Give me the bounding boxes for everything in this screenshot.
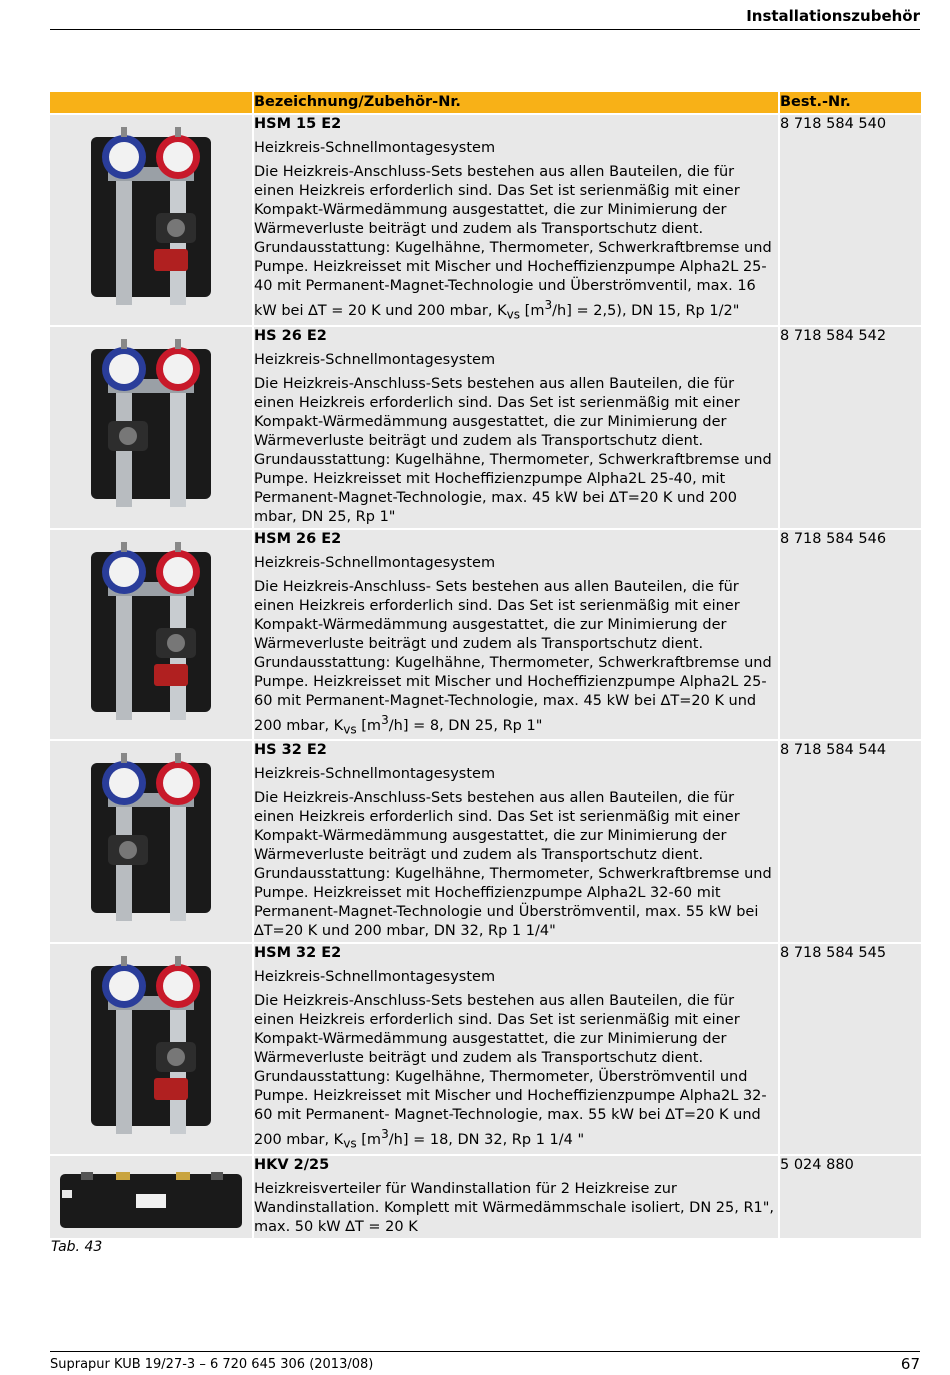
order-number: 8 718 584 540: [779, 114, 921, 326]
product-description-cell: [253, 1155, 779, 1238]
subscript: vs: [506, 307, 521, 322]
description-tail: /h] = 18, DN 32, Rp 1 1/4 ": [388, 1132, 585, 1149]
product-description: Die Heizkreis-Anschluss-Sets bestehen aus allen Bauteilen, die für einen Heizkreis erforderlich sind. Das Set ist serienmäßig mit einer Kompakt-Wärmedämmung ausgestattet, die zur Minimierung der Wärmeverluste beiträgt und zudem als Transportschutz dient. Grundausstattung: Kugelhähne, Thermometer, Schwerkraftbremse und Pumpe. Heizkreisset mit Hocheffizienzpumpe Alpha2L 25-40, mit Permanent-Magnet-Technologie, max. 45 kW bei ∆T=20 K und 200 mbar, DN 25, Rp 1": [254, 375, 772, 525]
product-image-cell: [50, 114, 253, 326]
description-tail: [m: [356, 1132, 382, 1149]
header-designation: Bezeichnung/Zubehör-Nr.: [253, 92, 779, 114]
order-number: 5 024 880: [779, 1155, 921, 1238]
order-number: 8 718 584 546: [779, 529, 921, 741]
product-description: Die Heizkreis-Anschluss-Sets bestehen aus allen Bauteilen, die für einen Heizkreis erforderlich sind. Das Set ist serienmäßig mit einer Kompakt-Wärmedämmung ausgestattet, die zur Minimierung der Wärmeverluste beiträgt und zudem als Transportschutz dient. Grundausstattung: Kugelhähne, Thermometer, Schwerkraftbremse und Pumpe. Heizkreisset mit Hocheffizienzpumpe Alpha2L 32-60 mit Permanent-Magnet-Technologie und Überströmventil, max. 55 kW bei ∆T=20 K und 200 mbar, DN 32, Rp 1 1/4": [254, 790, 772, 940]
product-name: HKV 2/25: [254, 1157, 330, 1174]
subscript: vs: [343, 1137, 357, 1152]
distributor-image: [56, 1164, 246, 1234]
pump-station-image: [86, 125, 216, 315]
pump-station-image: [86, 751, 216, 926]
table-row: [50, 114, 921, 326]
description-text: Die Heizkreis-Anschluss-Sets bestehen aus allen Bauteilen, die für einen Heizkreis erforderlich sind. Das Set ist serienmäßig mit einer Kompakt-Wärmedämmung ausgestattet, die zur Minimierung der Wärmeverluste beiträgt und zudem als Transportschutz dient. Grundausstattung: Kugelhähne, Thermometer, Schwerkraftbremse und Pumpe. Heizkreisset mit Mischer und Hocheffizienzpumpe Alpha2L 25-40 mit Permanent-Magnet-Technologie und Überströmventil, max. 16 kW bei ∆T = 20 K und 200 mbar, K: [254, 164, 772, 319]
table-caption: Tab. 43: [51, 1239, 103, 1255]
product-description-cell: [253, 326, 779, 529]
product-description: [254, 992, 778, 1154]
product-description: [254, 578, 778, 740]
order-number: 8 718 584 542: [779, 326, 921, 529]
product-subtitle: Heizkreis-Schnellmontagesystem: [254, 554, 496, 571]
product-subtitle: Heizkreis-Schnellmontagesystem: [254, 351, 496, 368]
footer-document-id: Suprapur KUB 19/27-3 – 6 720 645 306 (2013/08): [50, 1357, 374, 1372]
accessories-table: [50, 92, 921, 1238]
product-image-cell: [50, 740, 253, 943]
superscript: 3: [381, 712, 389, 727]
description-text: Die Heizkreis-Anschluss-Sets bestehen aus allen Bauteilen, die für einen Heizkreis erforderlich sind. Das Set ist serienmäßig mit einer Kompakt-Wärmedämmung ausgestattet, die zur Minimierung der Wärmeverluste beiträgt und zudem als Transportschutz dient. Grundausstattung: Kugelhähne, Thermometer, Überströmventil und Pumpe. Heizkreisset mit Mischer und Hocheffizienzpumpe Alpha2L 32-60 mit Permanent- Magnet-Technologie, max. 55 kW bei ∆T=20 K und 200 mbar, K: [254, 993, 767, 1149]
product-image-cell: [50, 943, 253, 1155]
superscript: 3: [381, 1127, 389, 1142]
product-description-cell: [253, 114, 779, 326]
product-description-cell: [253, 529, 779, 741]
product-name: HS 26 E2: [254, 327, 327, 344]
page-number: 67: [900, 1355, 920, 1373]
product-description: [254, 163, 778, 325]
table-row: [50, 1155, 921, 1238]
product-subtitle: Heizkreis-Schnellmontagesystem: [254, 969, 496, 986]
footer-rule: [50, 1351, 920, 1352]
header-order-number: Best.-Nr.: [779, 92, 921, 114]
table-row: [50, 740, 921, 943]
header-rule: [50, 29, 920, 30]
product-name: HS 32 E2: [254, 742, 327, 759]
product-name: HSM 32 E2: [254, 945, 342, 962]
header-image-column: [50, 92, 253, 114]
product-name: HSM 15 E2: [254, 116, 342, 132]
order-number: 8 718 584 544: [779, 740, 921, 943]
product-image-cell: [50, 529, 253, 741]
product-description-cell: [253, 943, 779, 1155]
product-image-cell: [50, 1155, 253, 1238]
pump-station-image: [86, 337, 216, 512]
superscript: 3: [544, 298, 553, 312]
product-subtitle: Heizkreis-Schnellmontagesystem: [254, 766, 496, 783]
order-number: 8 718 584 545: [779, 943, 921, 1155]
subscript: vs: [343, 722, 357, 737]
station-graphic: [91, 127, 211, 305]
description-text: Die Heizkreis-Anschluss- Sets bestehen aus allen Bauteilen, die für einen Heizkreis erforderlich sind. Das Set ist serienmäßig mit einer Kompakt-Wärmedämmung ausgestattet, die zur Minimierung der Wärmeverluste beiträgt und zudem als Transportschutz dient. Grundausstattung: Kugelhähne, Thermometer, Schwerkraftbremse und Pumpe. Heizkreisset mit Mischer und Hocheffizienzpumpe Alpha2L 25-60 mit Permanent-Magnet-Technologie, max. 45 kW bei ∆T=20 K und 200 mbar, K: [254, 578, 772, 734]
pump-station-image: [86, 540, 216, 730]
product-description-cell: [253, 740, 779, 943]
section-title: Installationszubehör: [746, 7, 920, 25]
product-name: HSM 26 E2: [254, 530, 342, 547]
description-tail: /h] = 2,5), DN 15, Rp 1/2": [552, 302, 740, 319]
table-header-row: [50, 92, 921, 114]
product-description: Heizkreisverteiler für Wandinstallation für 2 Heizkreise zur Wandinstallation. Komplett mit Wärmedämmschale isoliert, DN 25, R1", max. 50 kW ∆T = 20 K: [254, 1181, 775, 1236]
description-tail: /h] = 8, DN 25, Rp 1": [388, 717, 543, 734]
table-row: [50, 326, 921, 529]
description-tail: [m: [520, 302, 545, 319]
pump-station-image: [86, 954, 216, 1144]
product-subtitle: Heizkreis-Schnellmontagesystem: [254, 140, 496, 156]
table-row: [50, 529, 921, 741]
table-row: [50, 943, 921, 1155]
description-tail: [m: [356, 717, 382, 734]
product-image-cell: [50, 326, 253, 529]
